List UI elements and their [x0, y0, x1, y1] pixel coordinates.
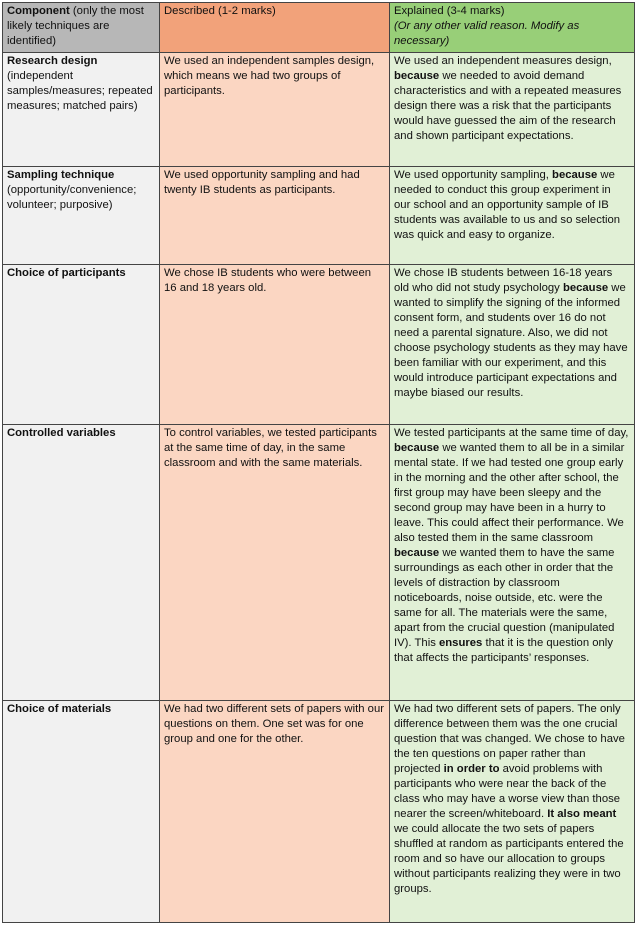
component-note: (independent samples/measures; repeated measures; matched pairs): [7, 70, 153, 112]
explained-text: we wanted them to have the same surroundings as each other in order that the levels of distraction by classroom noticeboards, noise outside, etc. were the same for all. The materials were the same, apart from the crucial question (manipulated IV). This: [394, 547, 615, 649]
header-described-cell: [160, 3, 390, 53]
explained-connective: in order to: [443, 763, 500, 775]
described-cell: We had two different sets of papers with our questions on them. One set was for one group and one for the other.: [160, 701, 390, 923]
explained-text: We had two different sets of papers. The only difference between them was the one crucial question that was changed. We chose to have the ten questions on paper rather than projected: [394, 703, 625, 775]
explained-text: We used opportunity sampling,: [394, 169, 553, 181]
header-explained-note: (Or any other valid reason. Modify as necessary): [394, 20, 580, 47]
component-cell: [3, 167, 160, 265]
explained-text: that it is the question only that affects the participants’ responses.: [394, 637, 613, 664]
described-cell: We chose IB students who were between 16 and 18 years old.: [160, 265, 390, 425]
header-component-note: (only the most likely techniques are identified): [7, 5, 144, 47]
explained-connective: ensures: [439, 637, 483, 649]
header-component-label: Component: [7, 5, 70, 17]
explained-text: we wanted to simplify the signing of the informed consent form, and students over 16 do not need a parental signature. Also, we did not choose psychology students as they may have been familiar with our experiment, and this would introduce participant expectations and maybe biased our results.: [394, 282, 628, 399]
explained-connective: because: [562, 282, 609, 294]
header-row: [3, 3, 635, 53]
rubric-table: [2, 2, 635, 923]
explained-connective: because: [394, 547, 440, 559]
explained-cell: [390, 53, 635, 167]
explained-text: avoid problems with participants who were near the back of the class who may have a worse view than those nearer the screen/whiteboard.: [394, 763, 621, 820]
component-cell: [3, 265, 160, 425]
explained-text: We tested participants at the same time of day,: [394, 427, 629, 439]
component-name: Choice of materials: [7, 703, 112, 715]
component-name: Choice of participants: [7, 267, 126, 279]
header-component-cell: [3, 3, 160, 53]
header-explained-cell: [390, 3, 635, 53]
explained-connective: It also meant: [547, 808, 617, 820]
explained-cell: [390, 425, 635, 701]
explained-text: we wanted them to all be in a similar mental state. If we had tested one group early in the morning and the other after school, the first group may have been sleepy and the second group may have been in a hurry to leave. This could affect their performance. We also tested them in the same classroom: [394, 442, 625, 544]
component-cell: [3, 53, 160, 167]
component-name: Research design: [7, 55, 98, 67]
explained-text: We used an independent measures design,: [394, 55, 612, 67]
table-header: [3, 3, 635, 53]
explained-connective: because: [394, 70, 440, 82]
described-cell: To control variables, we tested participants at the same time of day, in the same classroom and with the same materials.: [160, 425, 390, 701]
explained-connective: because: [552, 169, 598, 181]
header-described-label: Described (1-2 marks): [164, 5, 276, 17]
explained-text: We chose IB students between 16-18 years old who did not study psychology: [394, 267, 613, 294]
component-cell: [3, 425, 160, 701]
explained-text: we could allocate the two sets of papers shuffled at random as participants entered the room and so have our allocation to groups without participants realizing they were in two groups.: [394, 823, 624, 895]
component-cell: [3, 701, 160, 923]
table-row: [3, 265, 635, 425]
table-row: [3, 53, 635, 167]
explained-cell: [390, 265, 635, 425]
described-cell: We used an independent samples design, which means we had two groups of participants.: [160, 53, 390, 167]
table-row: [3, 167, 635, 265]
explained-text: we needed to conduct this group experiment in our school and an opportunity sample of IB students was available to us and so selection was quick and easy to organize.: [394, 169, 621, 241]
table-body: [3, 53, 635, 923]
explained-cell: [390, 167, 635, 265]
component-name: Controlled variables: [7, 427, 116, 439]
explained-text: we needed to avoid demand characteristics and with a repeated measures design there was a risk that the participants would have guessed the aim of the research and shown participant expectations.: [394, 70, 622, 142]
component-name: Sampling technique: [7, 169, 115, 181]
explained-connective: because: [394, 442, 440, 454]
table-row: [3, 701, 635, 923]
described-cell: We used opportunity sampling and had twenty IB students as participants.: [160, 167, 390, 265]
header-explained-label: Explained (3-4 marks): [394, 5, 505, 17]
component-note: (opportunity/convenience; volunteer; purposive): [7, 184, 137, 211]
table-row: [3, 425, 635, 701]
explained-cell: [390, 701, 635, 923]
